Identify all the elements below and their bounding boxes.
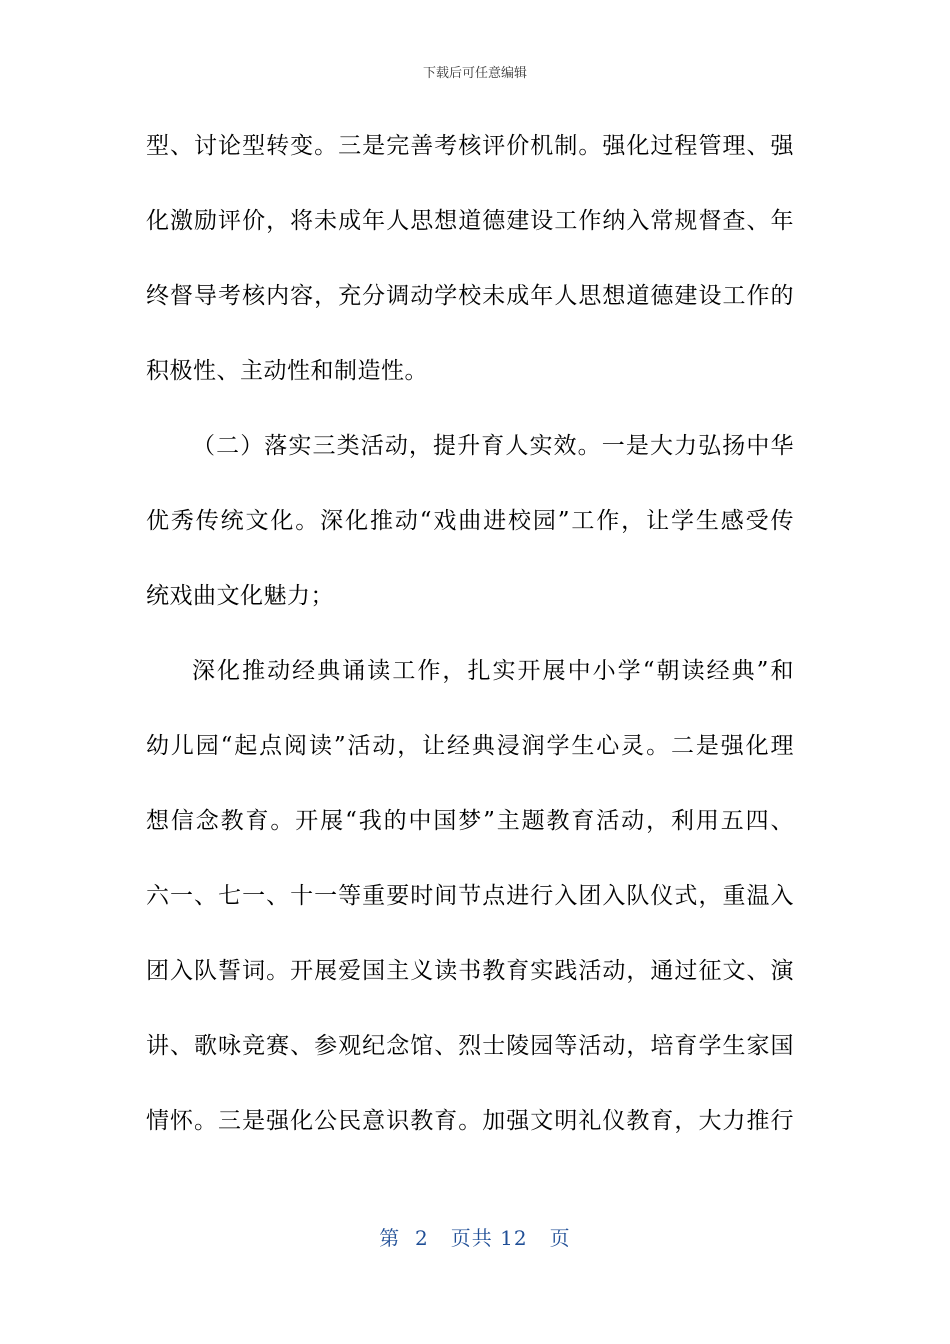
paragraph-line: 化激励评价，将未成年人思想道德建设工作纳入常规督查、年 <box>146 208 794 234</box>
paragraph-line: 团入队誓词。开展爱国主义读书教育实践活动，通过征文、演 <box>146 958 794 984</box>
paragraph-line: 积极性、主动性和制造性。 <box>146 358 428 384</box>
paragraph-line: （二）落实三类活动，提升育人实效。一是大力弘扬中华 <box>192 433 794 459</box>
paragraph-line: 讲、歌咏竞赛、参观纪念馆、烈士陵园等活动，培育学生家国 <box>146 1033 794 1059</box>
paragraph-line: 型、讨论型转变。三是完善考核评价机制。强化过程管理、强 <box>146 133 794 159</box>
page-header: 下载后可任意编辑 <box>422 66 527 81</box>
paragraph-line: 终督导考核内容，充分调动学校未成年人思想道德建设工作的 <box>146 283 794 309</box>
paragraph-line: 统戏曲文化魅力； <box>146 583 334 609</box>
paragraph-line: 幼儿园“起点阅读”活动，让经典浸润学生心灵。二是强化理 <box>146 733 794 759</box>
paragraph-line: 优秀传统文化。深化推动“戏曲进校园”工作，让学生感受传 <box>146 508 794 534</box>
paragraph-line: 深化推动经典诵读工作，扎实开展中小学“朝读经典”和 <box>192 658 794 684</box>
paragraph-line: 情怀。三是强化公民意识教育。加强文明礼仪教育，大力推行 <box>146 1108 794 1134</box>
paragraph-line: 六一、七一、十一等重要时间节点进行入团入队仪式，重温入 <box>146 883 794 909</box>
paragraph-line: 想信念教育。开展“我的中国梦”主题教育活动，利用五四、 <box>146 808 794 834</box>
page-number: 第 2 页共 12 页 <box>379 1226 571 1250</box>
